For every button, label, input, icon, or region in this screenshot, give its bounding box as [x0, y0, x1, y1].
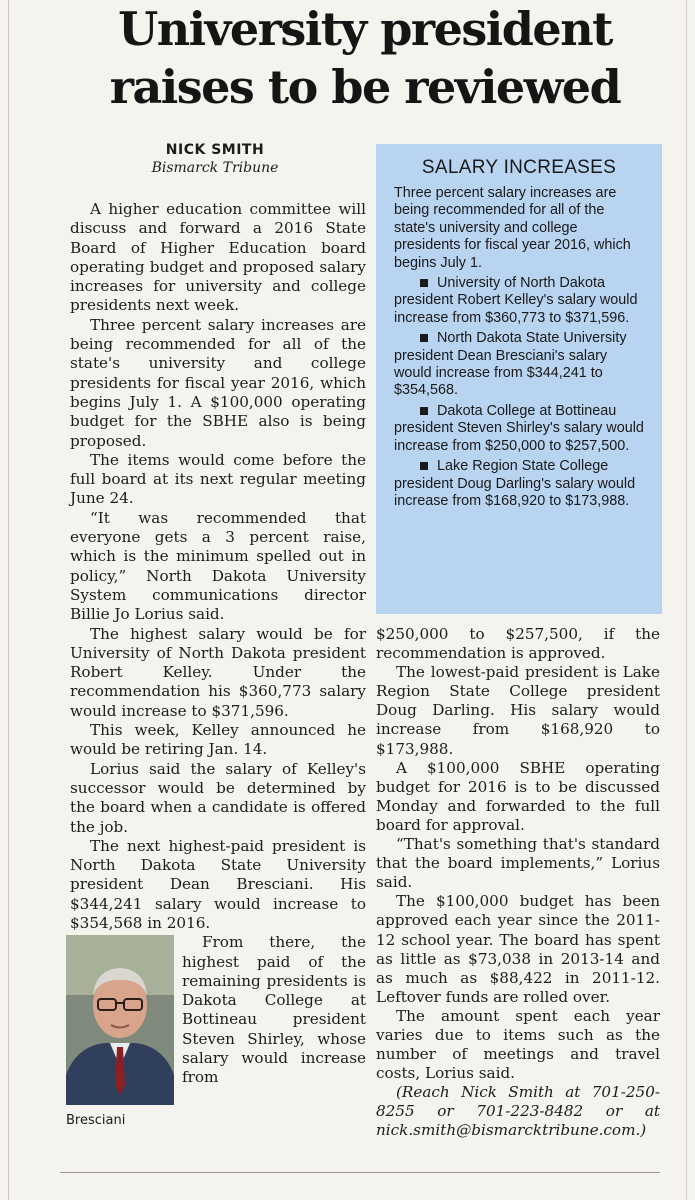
page-edge-left	[8, 0, 9, 1200]
list-item	[394, 403, 644, 455]
paragraph: Three percent salary increases are being recommended for all of the state's university and college presidents for fiscal year 2016, which begins July 1. A $100,000 operating budget for the SBHE also is being proposed.	[70, 315, 366, 450]
square-bullet-icon	[420, 407, 428, 415]
paragraph: “It was recommended that everyone gets a 3 percent raise, which is the minimum spelled out in policy,” North Dakota University System communications director Billie Jo Lorius said.	[70, 508, 366, 624]
photo-caption: Bresciani	[66, 1113, 126, 1129]
bresciani-photo	[66, 935, 174, 1150]
paragraph: The items would come before the full board at its next regular meeting June 24.	[70, 450, 366, 508]
paragraph: A higher education committee will discuss and forward a 2016 State Board of Higher Education board operating budget and proposed salary increases for university and college presidents next week.	[70, 200, 366, 315]
paragraph: Lorius said the salary of Kelley's successor would be determined by the board when a candidate is offered the job.	[70, 759, 366, 836]
paragraph: The amount spent each year varies due to items such as the number of meetings and travel costs, Lorius said.	[376, 1006, 660, 1083]
author-contact[interactable]: (Reach Nick Smith at 701-250-8255 or 701-223-8482 or at nick.smith@bismarcktribune.com.)	[376, 1083, 660, 1140]
paragraph: From there, the highest paid of the remaining presidents is Dakota College at Bottineau president Steven Shirley, whose salary would increase from	[182, 933, 366, 1087]
salary-increases-sidebar	[376, 144, 662, 614]
paragraph: The lowest-paid president is Lake Region State College president Doug Darling. His salary would increase from $168,920 to $173,988.	[376, 663, 660, 758]
sidebar-intro: Three percent salary increases are being recommended for all of the state's university and college presidents for fiscal year 2016, which begins July 1.	[394, 185, 631, 271]
paragraph: “That's something that's standard that the board implements,” Lorius said.	[376, 835, 660, 892]
paragraph: This week, Kelley announced he would be retiring Jan. 14.	[70, 721, 366, 759]
paragraph: The $100,000 budget has been approved each year since the 2011-12 school year. The board has spent as little as $73,038 in 2013-14 and as much as $88,422 in 2011-12. Leftover funds are rolled over.	[376, 892, 660, 1006]
list-item-text: Dakota College at Bottineau president Steven Shirley's salary would increase from $250,000 to $257,500.	[394, 402, 644, 454]
byline	[60, 142, 370, 177]
square-bullet-icon	[420, 334, 428, 342]
square-bullet-icon	[420, 462, 428, 470]
sidebar-list	[394, 275, 644, 510]
page-edge-right	[686, 0, 687, 1200]
paragraph: $250,000 to $257,500, if the recommendation is approved.	[376, 625, 660, 663]
list-item-text: Lake Region State College president Doug Darling's salary would increase from $168,920 to $173,988.	[394, 458, 636, 509]
byline-author: NICK SMITH	[165, 142, 265, 158]
portrait-image	[66, 935, 174, 1105]
byline-publication: Bismarck Tribune	[151, 160, 279, 176]
paragraph: The next highest-paid president is North Dakota State University president Dean Bresciani. His $344,241 salary would increase to $354,568 in 2016.	[70, 836, 366, 932]
square-bullet-icon	[420, 279, 428, 287]
list-item-text: North Dakota State University president Dean Bresciani's salary would increase from $344,241 to $354,568.	[394, 330, 627, 399]
bottom-divider	[60, 1172, 660, 1173]
sidebar-title: SALARY INCREASES	[421, 157, 617, 178]
list-item	[394, 458, 644, 510]
headline: University president raises to be reviewed	[109, 2, 621, 114]
list-item-text: University of North Dakota president Robert Kelley's salary would increase from $360,773 to $371,596.	[394, 275, 638, 326]
paragraph: The highest salary would be for University of North Dakota president Robert Kelley. Under the recommendation his $360,773 salary would increase to $371,596.	[70, 624, 366, 720]
article-column-right	[376, 625, 660, 1141]
list-item	[394, 330, 644, 400]
paragraph: A $100,000 SBHE operating budget for 2016 is to be discussed Monday and forwarded to the full board for approval.	[376, 758, 660, 834]
list-item	[394, 275, 644, 327]
article-column-left	[66, 200, 366, 1150]
